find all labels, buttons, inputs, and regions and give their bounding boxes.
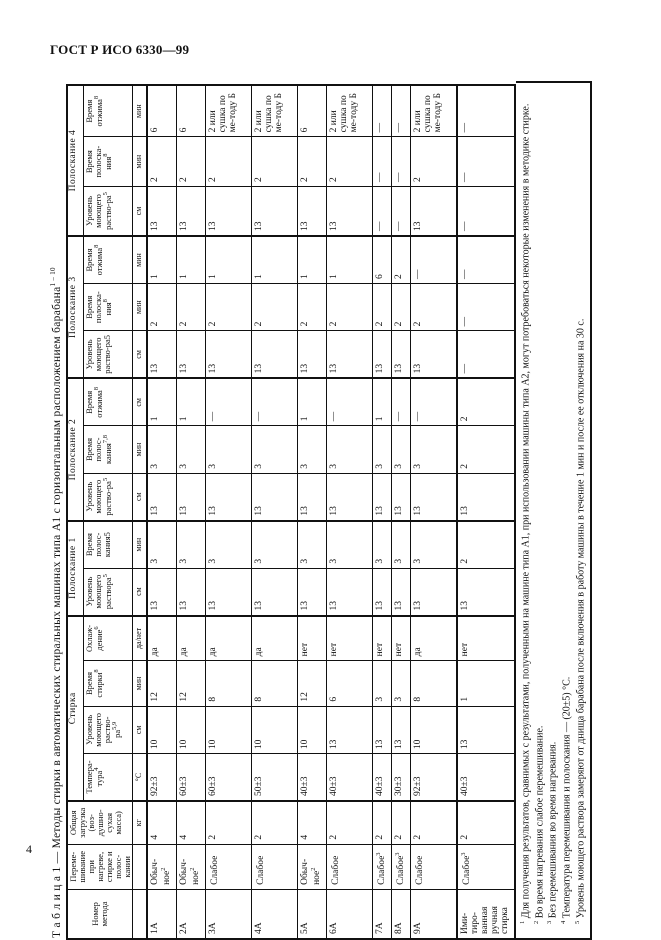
cell-r3-time: 2 [392, 283, 411, 330]
header-group-rinse3: Полоскание 3 [67, 236, 84, 378]
cell-r2-spin: — [392, 378, 411, 425]
header-r3-level: Уровень моющего раство-ра5 [84, 331, 133, 378]
cell-temp: 60±3 [206, 754, 252, 801]
cell-cool: да [147, 616, 177, 661]
unit-cell: мин [133, 85, 147, 137]
cell-cool: да [206, 616, 252, 661]
cell-r2-level: 13 [392, 473, 411, 520]
cell-agitation: Обыч-ное$^2$ [298, 844, 327, 889]
header-r4-spin: Время отжима$^8$ [84, 85, 133, 137]
table-header [67, 85, 147, 939]
cell-r2-spin: — [327, 378, 373, 425]
cell-load: 4 [298, 801, 327, 844]
cell-agitation: Слабое$^3$ [373, 844, 392, 889]
cell-r3-time: 2 [147, 283, 177, 330]
cell-w-level: 10 [176, 706, 205, 753]
footnote: $^2$ Во время нагревания слабое перемешивание. [532, 725, 545, 924]
table-row [373, 85, 392, 939]
cell-r1-level: 13 [457, 568, 515, 615]
unit-cell: мин [133, 137, 147, 187]
unit-cell: кг [133, 801, 147, 844]
cell-r1-time: 3 [176, 521, 205, 568]
cell-r2-level: 13 [373, 473, 392, 520]
cell-w-time: 8 [411, 661, 457, 706]
cell-r2-time: 3 [147, 426, 177, 473]
cell-r2-level: 13 [206, 473, 252, 520]
cell-cool: нет [392, 616, 411, 661]
cell-r3-spin: — [457, 236, 515, 283]
header-temperature: Темпера-тура$^4$ [84, 754, 133, 801]
cell-r1-time: 3 [206, 521, 252, 568]
cell-r2-time: 3 [373, 426, 392, 473]
cell-r2-spin: 1 [298, 378, 327, 425]
cell-agitation: Слабое [411, 844, 457, 889]
cell-cool: да [176, 616, 205, 661]
cell-load: 4 [176, 801, 205, 844]
header-wash-time: Время стирки$^8$ [84, 661, 133, 706]
cell-r1-level: 13 [176, 568, 205, 615]
header-wash-level: Уровень моющего раство-ра$^{5,9}$ [84, 706, 133, 753]
cell-r2-spin: 1 [176, 378, 205, 425]
cell-temp: 92±3 [411, 754, 457, 801]
cell-r1-time: 3 [147, 521, 177, 568]
cell-r3-spin: 1 [176, 236, 205, 283]
cell-r4-spin: — [373, 85, 392, 137]
cell-r3-level: 13 [411, 331, 457, 378]
header-r1-level: Уровень моющего раствора$^5$ [84, 568, 133, 615]
cell-cool: нет [457, 616, 515, 661]
rotated-table-container [40, 80, 661, 938]
cell-r3-time: 2 [327, 283, 373, 330]
header-r3-time: Время полоска-ния$^8$ [84, 283, 133, 330]
cell-method: Ими-тиро-ванная ручная стирка [457, 889, 515, 939]
cell-cool: нет [298, 616, 327, 661]
cell-r1-level: 13 [206, 568, 252, 615]
cell-r2-spin: 2 [457, 378, 515, 425]
cell-load: 2 [457, 801, 515, 844]
cell-temp: 50±3 [252, 754, 298, 801]
cell-r3-time: 2 [252, 283, 298, 330]
cell-r4-time: 2 [147, 137, 177, 187]
unit-cell: мин [133, 521, 147, 568]
table-row [457, 85, 515, 939]
header-load: Общая загрузка (воз-душно-сухая масса) [67, 801, 133, 844]
cell-r4-time: 2 [327, 137, 373, 187]
cell-r2-level: 13 [411, 473, 457, 520]
footnote: $^1$ Для получения результатов, сравнимых с результатами, полученными на машине типа А1, при использовании машины типа А2, могут потребоваться некоторые изменения в методике стирке. [518, 103, 532, 924]
cell-r4-time: 2 [298, 137, 327, 187]
cell-load: 2 [327, 801, 373, 844]
cell-r3-level: 13 [298, 331, 327, 378]
cell-r4-level: — [392, 186, 411, 236]
cell-w-level: 13 [392, 706, 411, 753]
page-number: 4 [26, 842, 32, 856]
cell-cool: да [411, 616, 457, 661]
cell-method: 5А [298, 889, 327, 939]
cell-load: 2 [206, 801, 252, 844]
cell-r3-level: 13 [176, 331, 205, 378]
cell-w-level: 10 [411, 706, 457, 753]
cell-r2-time: 3 [252, 426, 298, 473]
cell-r4-time: 2 [252, 137, 298, 187]
cell-r3-spin: 1 [206, 236, 252, 283]
cell-r3-time: 2 [411, 283, 457, 330]
cell-agitation: Слабое$^3$ [457, 844, 515, 889]
cell-r3-spin: 1 [252, 236, 298, 283]
header-agitation: Переме-шивание при нагреве, стирке и полос-кании [67, 844, 133, 889]
table-row [411, 85, 457, 939]
cell-agitation: Обыч-ное$^2$ [147, 844, 177, 889]
cell-r4-level: 13 [176, 186, 205, 236]
header-r3-spin: Время отжима$^8$ [84, 236, 133, 283]
cell-w-level: 13 [327, 706, 373, 753]
table-row [147, 85, 177, 939]
cell-r4-level: 13 [206, 186, 252, 236]
cell-w-time: 12 [298, 661, 327, 706]
cell-method: 7А [373, 889, 392, 939]
cell-r1-level: 13 [392, 568, 411, 615]
cell-w-level: 10 [147, 706, 177, 753]
cell-r4-time: 2 [176, 137, 205, 187]
header-r2-time: Время полос-кания$^{7,8}$ [84, 426, 133, 473]
cell-temp: 40±3 [373, 754, 392, 801]
cell-method: 2А [176, 889, 205, 939]
table-row [176, 85, 205, 939]
table-footnotes [516, 81, 592, 940]
cell-temp: 60±3 [176, 754, 205, 801]
table-row [252, 85, 298, 939]
cell-r2-time: 3 [206, 426, 252, 473]
header-r2-level: Уровень моющего раство-$ра^5$ [84, 473, 133, 520]
cell-r4-level: 13 [327, 186, 373, 236]
cell-r4-spin: 2 или сушка по ме-тоду Б [206, 85, 252, 137]
cell-r4-level: — [373, 186, 392, 236]
cell-r1-level: 13 [373, 568, 392, 615]
cell-agitation: Слабое [206, 844, 252, 889]
footnote: $^4$ Температура перемешивания и полоскания — (20±5) °С. [560, 676, 573, 924]
cell-r4-time: — [392, 137, 411, 187]
cell-r3-time: 2 [176, 283, 205, 330]
cell-r3-level: 13 [147, 331, 177, 378]
cell-r2-spin: — [411, 378, 457, 425]
cell-r3-level: 13 [373, 331, 392, 378]
unit-cell: да/нет [133, 616, 147, 661]
cell-r2-level: 13 [298, 473, 327, 520]
cell-r2-level: 13 [327, 473, 373, 520]
table-block [40, 80, 632, 940]
cell-agitation: Слабое [327, 844, 373, 889]
header-r4-time: Время полоска-ния$^8$ [84, 137, 133, 187]
cell-r3-level: — [457, 331, 515, 378]
cell-r1-time: 3 [411, 521, 457, 568]
cell-r1-level: 13 [411, 568, 457, 615]
cell-r4-level: 13 [411, 186, 457, 236]
cell-r1-time: 3 [373, 521, 392, 568]
table-row [298, 85, 327, 939]
cell-r1-level: 13 [147, 568, 177, 615]
cell-method: 4А [252, 889, 298, 939]
header-group-rinse2: Полоскание 2 [67, 378, 84, 520]
cell-load: 2 [392, 801, 411, 844]
cell-r4-time: 2 [206, 137, 252, 187]
cell-agitation: Слабое [252, 844, 298, 889]
cell-load: 2 [252, 801, 298, 844]
cell-r3-time: 2 [298, 283, 327, 330]
cell-r1-time: 2 [457, 521, 515, 568]
table-body [147, 85, 515, 939]
units-row [133, 85, 147, 939]
unit-cell [133, 844, 147, 889]
cell-r4-spin: 2 или сушка по ме-тоду Б [252, 85, 298, 137]
header-r2-spin: Время отжима$^8$ [84, 378, 133, 425]
cell-method: 6А [327, 889, 373, 939]
cell-r2-level: 13 [252, 473, 298, 520]
cell-r2-level: 13 [176, 473, 205, 520]
cell-r4-spin: 6 [147, 85, 177, 137]
footnote: $^3$ Без перемешивания во время нагревания. [546, 741, 559, 924]
cell-r2-spin: — [206, 378, 252, 425]
cell-w-level: 10 [298, 706, 327, 753]
cell-agitation: Обыч-ное$^2$ [176, 844, 205, 889]
cell-w-time: 6 [327, 661, 373, 706]
unit-cell: см [133, 568, 147, 615]
cell-r3-level: 13 [392, 331, 411, 378]
cell-cool: нет [327, 616, 373, 661]
cell-temp: 30±3 [392, 754, 411, 801]
cell-r4-level: — [457, 186, 515, 236]
header-r1-time: Время полос-кания5 [84, 521, 133, 568]
header-cooling: Охлаж-дение$^6$ [84, 616, 133, 661]
table-row [392, 85, 411, 939]
cell-load: 2 [373, 801, 392, 844]
cell-r3-spin: 1 [147, 236, 177, 283]
unit-cell: мин [133, 283, 147, 330]
cell-w-level: 13 [373, 706, 392, 753]
cell-w-time: 12 [147, 661, 177, 706]
cell-w-level: 10 [252, 706, 298, 753]
cell-w-level: 13 [457, 706, 515, 753]
cell-r2-spin: 1 [373, 378, 392, 425]
cell-method: 8А [392, 889, 411, 939]
cell-r2-time: 3 [298, 426, 327, 473]
cell-r3-spin: 1 [298, 236, 327, 283]
cell-r4-level: 13 [147, 186, 177, 236]
cell-method: 3А [206, 889, 252, 939]
cell-r3-spin: 6 [373, 236, 392, 283]
washing-methods-table [66, 84, 516, 940]
cell-r2-level: 13 [147, 473, 177, 520]
footnote: $^5$ Уровень моющего раствора замеряют от днища барабана после включения в работу машины в течение 1 мин и после ее отключения на 30 с. [574, 318, 587, 924]
cell-r2-time: 2 [457, 426, 515, 473]
cell-r4-time: — [457, 137, 515, 187]
cell-r3-time: 2 [373, 283, 392, 330]
unit-cell: см [133, 186, 147, 236]
cell-r4-time: 2 [411, 137, 457, 187]
cell-r4-spin: 6 [176, 85, 205, 137]
cell-temp: 40±3 [327, 754, 373, 801]
cell-r3-spin: 2 [392, 236, 411, 283]
header-group-rinse1: Полоскание 1 [67, 521, 84, 616]
cell-r4-spin: — [392, 85, 411, 137]
cell-r4-spin: 6 [298, 85, 327, 137]
header-group-rinse4: Полоскание 4 [67, 85, 84, 236]
cell-w-time: 3 [373, 661, 392, 706]
caption-sup: 1 – 10 [49, 267, 57, 287]
cell-r1-time: 3 [298, 521, 327, 568]
cell-r3-spin: 1 [327, 236, 373, 283]
cell-r2-time: 3 [392, 426, 411, 473]
cell-r1-level: 13 [298, 568, 327, 615]
cell-r3-level: 13 [327, 331, 373, 378]
cell-r1-time: 3 [392, 521, 411, 568]
unit-cell: см [133, 378, 147, 425]
cell-r1-time: 3 [252, 521, 298, 568]
cell-w-time: 1 [457, 661, 515, 706]
cell-w-time: 12 [176, 661, 205, 706]
unit-cell: мин [133, 236, 147, 283]
unit-cell: °С [133, 754, 147, 801]
cell-r3-time: — [457, 283, 515, 330]
unit-cell: см [133, 473, 147, 520]
table-row [327, 85, 373, 939]
unit-cell [133, 889, 147, 939]
cell-load: 4 [147, 801, 177, 844]
cell-r2-spin: — [252, 378, 298, 425]
cell-r3-spin: — [411, 236, 457, 283]
cell-r2-time: 3 [327, 426, 373, 473]
cell-r3-level: 13 [206, 331, 252, 378]
unit-cell: см [133, 331, 147, 378]
cell-r2-time: 3 [411, 426, 457, 473]
cell-r2-level: 13 [457, 473, 515, 520]
cell-r2-time: 3 [176, 426, 205, 473]
cell-r3-level: 13 [252, 331, 298, 378]
header-method-number: Номер метода [67, 889, 133, 939]
cell-temp: 40±3 [298, 754, 327, 801]
cell-r3-time: 2 [206, 283, 252, 330]
cell-r4-spin: 2 или сушка по ме-тоду Б [411, 85, 457, 137]
cell-r1-level: 13 [327, 568, 373, 615]
cell-method: 1А [147, 889, 177, 939]
cell-w-level: 10 [206, 706, 252, 753]
table-caption [40, 80, 66, 940]
cell-r1-time: 3 [327, 521, 373, 568]
cell-r4-level: 13 [252, 186, 298, 236]
cell-r1-level: 13 [252, 568, 298, 615]
cell-temp: 92±3 [147, 754, 177, 801]
unit-cell: см [133, 706, 147, 753]
cell-load: 2 [411, 801, 457, 844]
cell-w-time: 8 [252, 661, 298, 706]
header-r4-level: Уровень моющего раство-$ра^5$ [84, 186, 133, 236]
cell-temp: 40±3 [457, 754, 515, 801]
cell-cool: нет [373, 616, 392, 661]
cell-method: 9А [411, 889, 457, 939]
unit-cell: мин [133, 661, 147, 706]
cell-agitation: Слабое$^3$ [392, 844, 411, 889]
cell-r4-time: — [373, 137, 392, 187]
caption-text: Т а б л и ц а 1 — Методы стирки в автоматических стиральных машинах типа А1 с горизонтальным расположением барабана [50, 286, 63, 938]
cell-r4-level: 13 [298, 186, 327, 236]
cell-r4-spin: — [457, 85, 515, 137]
unit-cell: мин [133, 426, 147, 473]
cell-w-time: 8 [206, 661, 252, 706]
cell-r4-spin: 2 или сушка по ме-тоду Б [327, 85, 373, 137]
cell-cool: да [252, 616, 298, 661]
table-row [206, 85, 252, 939]
cell-w-time: 3 [392, 661, 411, 706]
cell-r2-spin: 1 [147, 378, 177, 425]
header-group-washing: Стирка [67, 616, 84, 801]
document-code: ГОСТ Р ИСО 6330—99 [50, 42, 190, 57]
